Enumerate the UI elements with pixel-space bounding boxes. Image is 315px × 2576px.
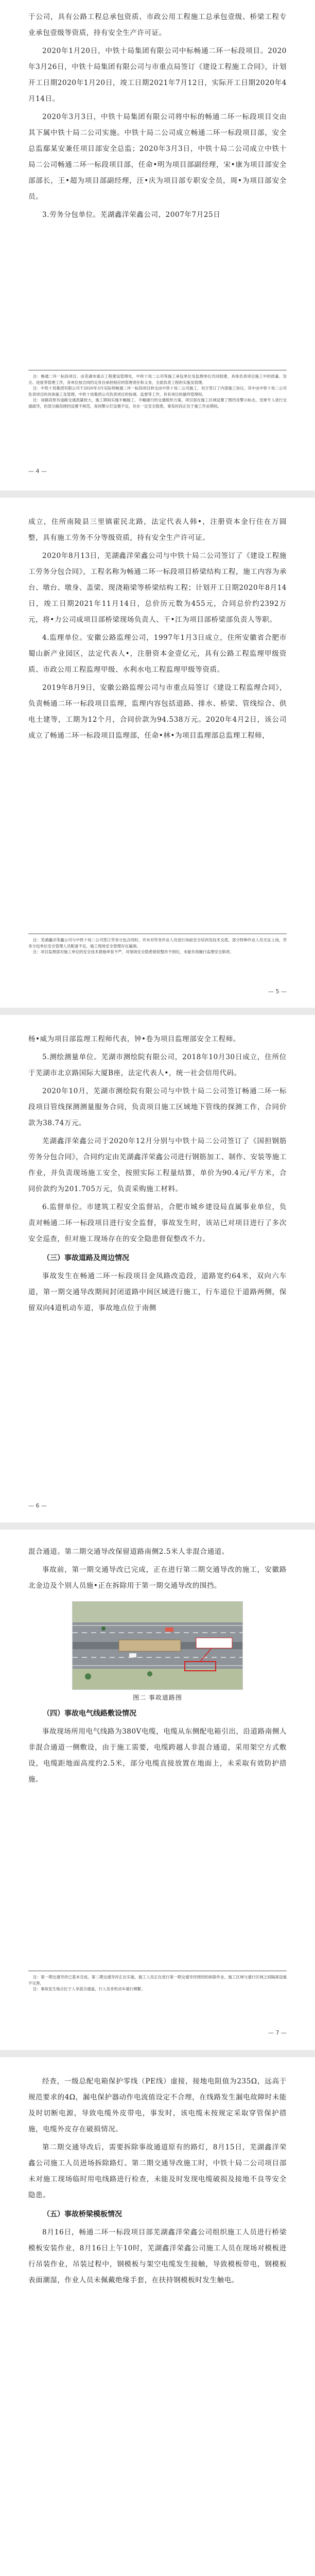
section-heading: （三）事故道路及周边情况 xyxy=(43,1254,129,1262)
paragraph: 2019年8月9日，安徽公路监理公司与市重点局签订《建设工程监理合同》，负责畅通二环一标段项目监理，监理内容包括道路、排水、桥梁、管线综合、供电土建等，工期为12个月，合同价款为94.538万元。2020年4月2日，该公司成立了畅通二环一标段项目监理部，任命•林•为项目监理部总监理工程师， xyxy=(28,684,287,740)
page-1-body xyxy=(28,9,287,225)
footnote: 注：事故发生地点位于人非混合通道，行人及非机动车通行频繁。 xyxy=(33,1987,145,1991)
paragraph: 杨•威为项目部监理工程师代表，钟•卷为项目监理部安全工程师。 xyxy=(28,1035,240,1043)
paragraph: 成立，住所南陵县三里镇霍民北路，法定代表人韩•，注册资本金行住在万圆整，具有施工劳务不分等级资质，持有安全生产许可证。 xyxy=(28,518,287,542)
paragraph: 2020年3月3日，中铁十局集团有限公司将中标的畅通二环一标段项目交由其下属中铁十局二公司实施。中铁十局二公司成立畅通二环一标段项目部，安全总监鄢某安兼任项目部安全总监；2020年3月3日，中铁十局二公司成立中铁十局二公司畅通二环一标段项目部，任命•明为项目部副经理，宋•康为项目部安全部部长，王•超为项目部副经理，汪•庆为项目部专职安全员，周•为项目部安全员。 xyxy=(28,113,287,201)
page-4-body xyxy=(28,1544,287,1790)
page-separator xyxy=(0,490,315,498)
paragraph: 混合通道。第二期交通导改保留道路南侧2.5米人非混合通道。 xyxy=(28,1548,229,1556)
paragraph: 事故前，第一期交通导改已完成，正在进行第二期交通导改的施工，安徽路北金边及个别人员施•正在拆除用于第一期交通导改的围挡。 xyxy=(28,1566,287,1590)
page-separator xyxy=(0,1522,315,1530)
figure-caption: 图二 事故道路图 xyxy=(133,1694,182,1701)
section-heading: （四）事故电气线路敷设情况 xyxy=(43,1709,136,1718)
paragraph: 6.监督单位。市建筑工程安全监督站，合肥市城乡建设局直属事业单位，负责对畅通二环一标段项目进行安全监督，事故发生时，该站已对项目进行了多次安全巡查，但对施工现场存在的安全隐患督促整改不力。 xyxy=(28,1203,287,1243)
page-separator xyxy=(0,2050,315,2057)
paragraph: 第二期交通导改后，需要拆除事故通道原有的路灯，8月15日，芜湖鑫洋荣鑫公司施工人员进场拆除路灯。第二期交通导改施工时，中铁十局二公司项目部未对施工现场临时用电线路进行检查，未能及时发现电缆破损及接地不良等安全隐患。 xyxy=(28,2143,287,2199)
page-5-body xyxy=(28,2074,287,2291)
paragraph: 3.劳务分包单位。芜湖鑫洋荣鑫公司，2007年7月25日 xyxy=(42,211,221,219)
footnote: 注：中铁十局集团有限公司于2020年3月实际将畅通二环一标段项目转交由中铁十局二公司施工，双方签订了内部施工协议，其中由中铁十局二公司负责项目的具体施工及管理，中铁十局集团公司负责项目的协调、监督等工作，具有项目的最终管理权。 xyxy=(28,386,287,397)
document-page-4 xyxy=(0,1530,315,2050)
document-page-1 xyxy=(0,0,315,490)
page-2-body xyxy=(28,514,287,746)
footnote: 注：第一期交通导改已基本完成，第二期交通导改正在实施，施工人员正在进行第一期交通导改围挡的拆除作业，施工区域与通行区域之间隔离设施不完善。 xyxy=(28,1975,287,1986)
paragraph: 4.监理单位。安徽公路监理公司，1997年1月3日成立，住所安徽省合肥市蜀山新产业园区，法定代表人•，注册资本金壹亿元，具有公路工程监理甲级资质、市政公用工程监理甲级、水利水电工程监理甲级等资质。 xyxy=(28,634,287,674)
paragraph: 5.测绘测量单位。芜湖市测绘院有限公司，2018年10月30日成立，住所位于芜湖市北京路国际大厦B座，法定代表人•，统一社会信用代码。 xyxy=(28,1053,287,1077)
paragraph: 2020年10月，芜湖市测绘院有限公司与中铁十局二公司签订畅通二环一标段项目管线探测测量服务合同，负责项目施工区域地下管线的探测工作，合同价款为38.74万元。 xyxy=(28,1087,287,1127)
paragraph: 事故发生在畅通二环一标段项目金凤路改造段，道路宽约64米，双向六车道，第一期交通导改期间封闭道路中间区域进行施工，行车道位于道路两侧，保留双向4道机动车道，事故地点位于南侧 xyxy=(28,1272,287,1312)
page-3-body xyxy=(28,1031,287,1318)
page-separator xyxy=(0,1008,315,1015)
paragraph: 8月16日，畅通二环一标段项目部芜湖鑫洋荣鑫公司组织施工人员进行桥梁模板安装作业，8月16日上午10时，芜湖鑫洋荣鑫公司施工人员在现场对模板进行吊装作业，吊装过程中，钢模板与架空电缆发生接触，导致模板带电，钢模板表面潮湿，作业人员未佩戴绝缘手套，在扶持钢模板时发生触电。 xyxy=(28,2228,287,2284)
footnote: 注：项目监理部对施工单位的安全技术措施审查不严，对现场安全隐患督促整改不到位，未能有效履行监理安全职责。 xyxy=(33,950,234,954)
page-number: — 4 — xyxy=(28,468,47,474)
paragraph: 经查，一级总配电箱保护零线（PE线）虚接，接地电阻值为235Ω，远高于规范要求的4Ω，漏电保护器动作电流值设定不合理，在线路发生漏电故障时未能及时切断电源，导致电缆外皮带电，事发时，该电缆未按规定采取穿管保护措施，电缆外皮存在破损情况。 xyxy=(28,2077,287,2133)
paragraph: 于公司，具有公路工程总承包资质、市政公用工程施工总承包壹级、桥梁工程专业承包壹级等资质，持有安全生产许可证。 xyxy=(28,13,287,37)
paragraph: 2020年1月20日，中铁十局集团有限公司中标畅通二环一标段项目。2020年3月26日，中铁十局集团有限公司与市重点局签订《建设工程施工合同》，计划开工日期2020年1月20日，竣工日期2021年7月12日，实际开工日期2020年4月14日。 xyxy=(28,47,287,103)
footnotes xyxy=(28,370,287,409)
page-number: — 7 — xyxy=(268,2029,287,2036)
paragraph: 2020年8月13日，芜湖鑫洋荣鑫公司与中铁十局二公司签订了《建设工程施工劳务分包合同》，工程名称为畅通二环一标段项目桥梁结构工程，施工内容为承台、墩台、墩身、盖梁、现浇箱梁等桥梁结构工程；计划开工日期2020年8月14日，竣工日期2021年11月14日，总价历元数为455元，合同总价约2392万元，将•力公司成项目部桥梁现场负责人、干•江为项目部桥梁部负责人等职。 xyxy=(28,552,287,624)
document-page-3 xyxy=(0,1015,315,1522)
page-number: — 5 — xyxy=(268,988,287,995)
accident-road-figure xyxy=(72,1601,243,1690)
footnote: 注：芜湖鑫洋荣鑫公司与中铁十局二公司签订劳务分包合同时，并未对劳务作业人员进行岗前安全培训及技术交底，部分特种作业人员无证上岗，劳务分包单位安全管理人员配备不足，施工现场安全管理存在漏洞。 xyxy=(28,938,287,948)
footnote: 注：畅通二环一标段项目，由芜湖市重点工程建设管理处，中铁十局二公司等施工承包单位及监理单位共同组建，具体负责项目施工中的质量、安全、进度等管理工作，各单位按合同约定各自承担相应的管理责任和义务，全面负责工程的实施及管理。 xyxy=(28,374,287,385)
paragraph: 芜湖鑫洋荣鑫公司于2020年12月分别与中铁十局二公司签订了《国担钢筋劳务分包合同》，合同约定由芜湖鑫洋荣鑫公司进行钢筋加工、制作、安装等施工作业，并负责现场施工安全，按照实际工程量结算，单价为90.4元/平方米，合同价款约为201.705万元，负责采购施工材料。 xyxy=(28,1137,287,1193)
paragraph: 事故现场所用电气线路为380V电缆，电缆从东侧配电箱引出，沿道路南侧人非混合通道一侧敷设，由于施工需要，电缆跨越人非混合通道，采用架空方式敷设，电缆距地面高度约2.5米，部分电缆直接放置在地面上，未采取有效防护措施。 xyxy=(28,1727,287,1784)
footnotes xyxy=(28,934,287,955)
footnote: 注：该路段原有道路交通流量较大，施工期间实施半幅施工、半幅通行的交通组织方案，项目部在施工区域设置了围挡及警示标志，安排专人进行交通疏导，但部分路段围挡设置不规范，夜间警示灯设置不足，存在一定安全隐患，事发时段正处于施工作业期间。 xyxy=(28,398,287,409)
document-page-5 xyxy=(0,2057,315,2576)
footnotes xyxy=(28,1971,287,1992)
page-number: — 6 — xyxy=(28,1502,47,1509)
road-aerial-diagram xyxy=(73,1602,242,1689)
document-page-2 xyxy=(0,498,315,1008)
section-heading: （五）事故桥梁模板情况 xyxy=(43,2210,122,2218)
